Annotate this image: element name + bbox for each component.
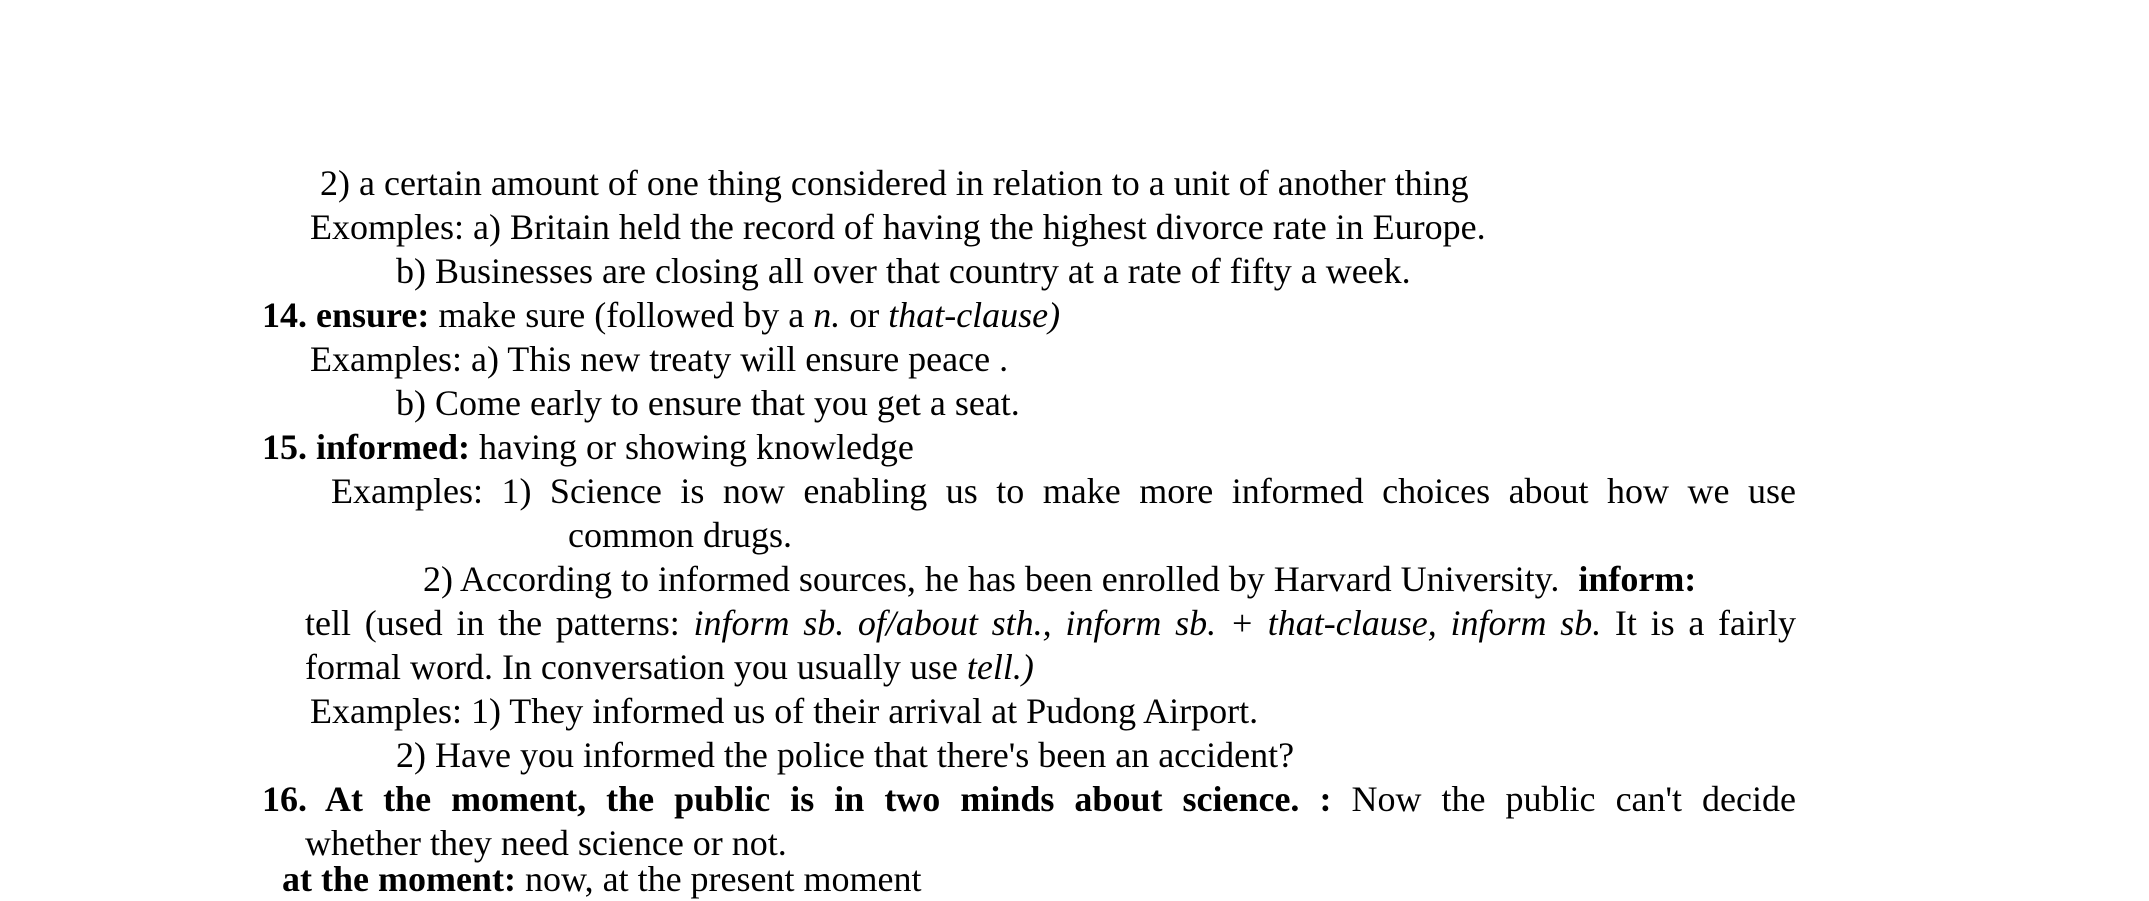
example-text: 2) According to informed sources, he has been enrolled by Harvard University. xyxy=(423,559,1560,599)
example-text: 2) Have you informed the police that there's been an accident? xyxy=(396,735,1295,775)
definition-text: It is a fairly xyxy=(1601,603,1796,643)
definition-text: 2) a certain amount of one thing considered in relation to a unit of another thing xyxy=(320,163,1469,203)
example-text: b) Businesses are closing all over that country at a rate of fifty a week. xyxy=(396,251,1411,291)
example-line xyxy=(423,557,1696,601)
example-text: Examples: 1) They informed us of their arrival at Pudong Airport. xyxy=(310,691,1259,731)
example-line xyxy=(310,337,1008,381)
italic-term: tell.) xyxy=(966,647,1034,687)
definition-line xyxy=(305,645,1034,689)
example-text: common drugs. xyxy=(568,515,792,555)
example-line xyxy=(396,249,1411,293)
example-text: Exomples: a) Britain held the record of having the highest divorce rate in Europe. xyxy=(310,207,1486,247)
example-line xyxy=(310,205,1486,249)
entry-headword: 15. informed: xyxy=(262,427,470,467)
example-text: Examples: a) This new treaty will ensure peace . xyxy=(310,339,1009,379)
italic-term: that-clause) xyxy=(888,295,1061,335)
definition-text: formal word. In conversation you usually use xyxy=(305,647,967,687)
entry-headword: 16. At the moment, the public is in two minds about science. : xyxy=(262,779,1332,819)
entry-line-at-the-moment xyxy=(282,857,922,901)
example-line xyxy=(310,689,1258,733)
italic-term: n. xyxy=(813,295,841,335)
entry-line-in-two-minds xyxy=(262,777,1796,821)
example-line xyxy=(331,469,1796,513)
entry-headword: at the moment: xyxy=(282,859,516,899)
entry-line-informed xyxy=(262,425,914,469)
definition-text: whether they need science or not. xyxy=(305,823,787,863)
definition-text: tell (used in the patterns: xyxy=(305,603,694,643)
definition-text: or xyxy=(840,295,889,335)
definition-line xyxy=(305,601,1796,645)
definition-text: now, at the present moment xyxy=(515,859,922,899)
definition-line xyxy=(320,161,1469,205)
entry-line-ensure xyxy=(262,293,1060,337)
entry-headword: 14. ensure: xyxy=(262,295,430,335)
example-line xyxy=(396,733,1294,777)
example-text: b) Come early to ensure that you get a seat. xyxy=(396,383,1020,423)
example-text: Examples: 1) Science is now enabling us to make more informed choices about how we use xyxy=(331,471,1796,511)
definition-text: make sure (followed by a xyxy=(429,295,814,335)
italic-term: inform sb. of/about sth., inform sb. + that-clause, inform sb. xyxy=(693,603,1602,643)
example-line xyxy=(396,381,1020,425)
definition-text: having or showing knowledge xyxy=(469,427,914,467)
definition-text: Now the public can't decide xyxy=(1331,779,1796,819)
entry-headword: inform: xyxy=(1578,559,1697,599)
example-line xyxy=(568,513,792,557)
